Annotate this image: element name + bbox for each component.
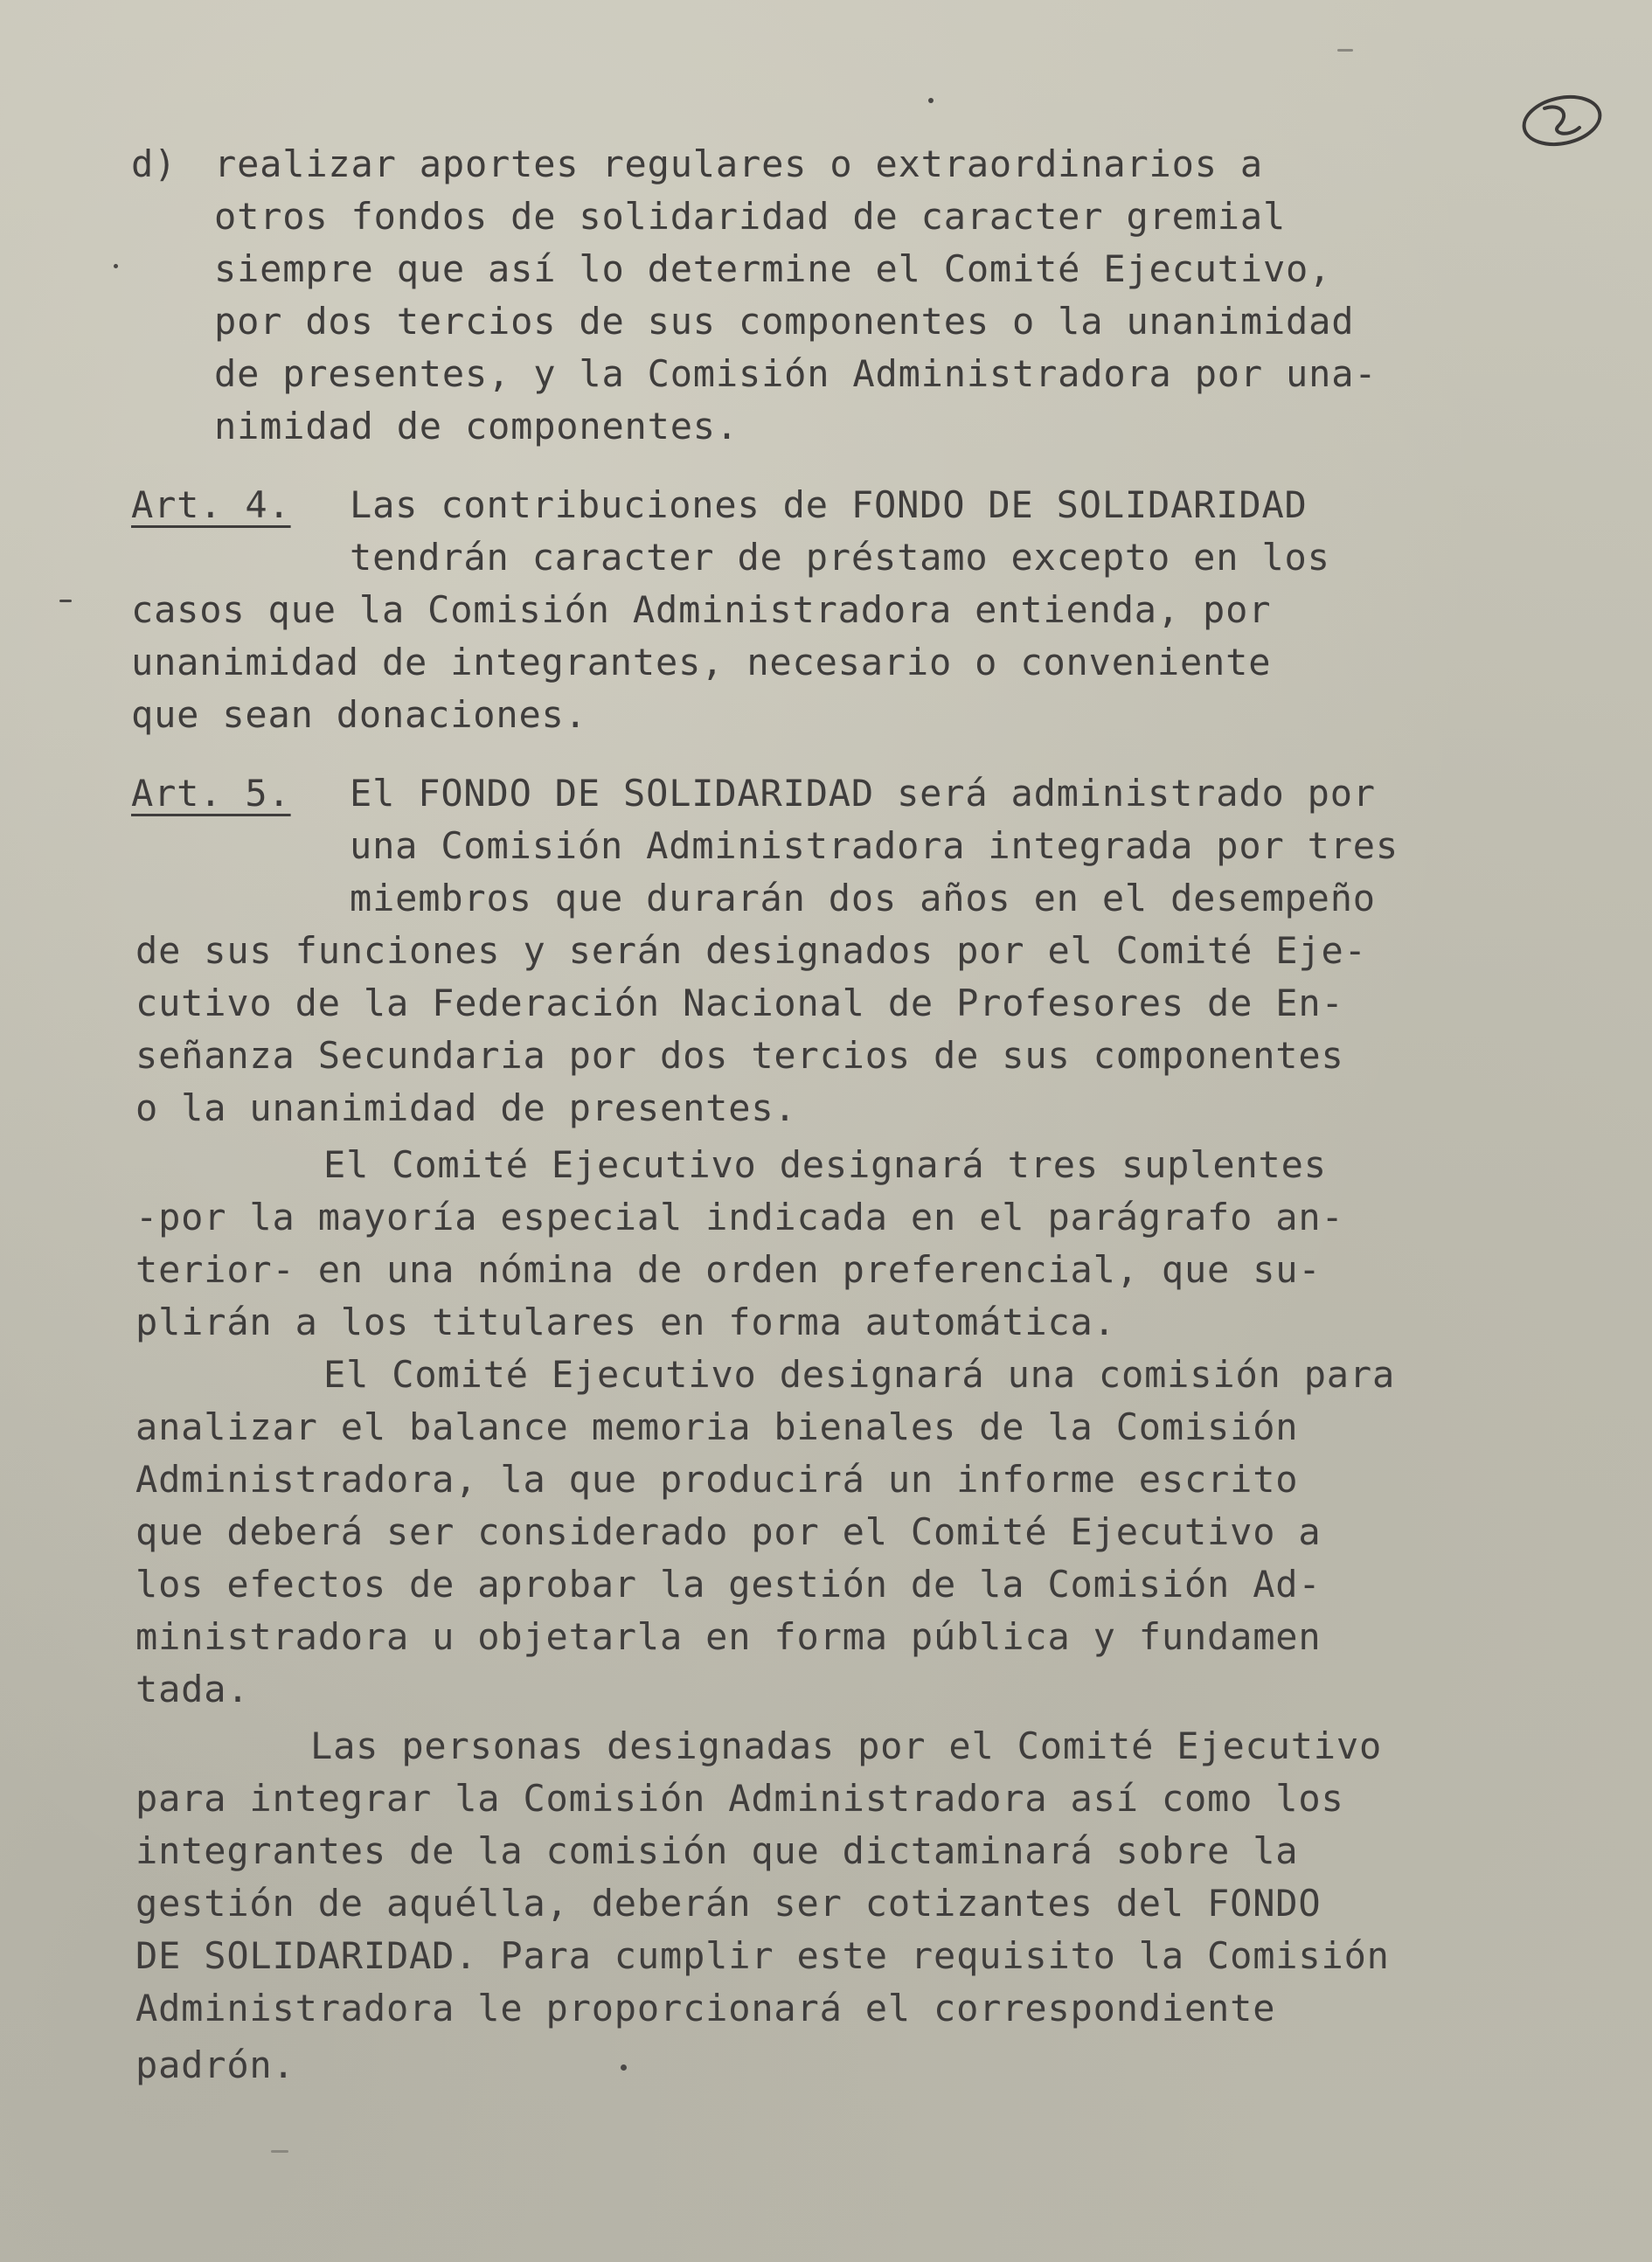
art5-line-22: gestión de aquélla, deberán ser cotizantes del FONDO [135, 1882, 1322, 1925]
art4-line-1: Las contribuciones de FONDO DE SOLIDARIDAD [350, 483, 1308, 526]
ink-speck [59, 600, 72, 602]
item-d-line-1: realizar aportes regulares o extraordinarios a [214, 142, 1263, 185]
art5-line-14: Administradora, la que producirá un informe escrito [135, 1458, 1299, 1501]
art5-line-3: miembros que durarán dos años en el desempeño [350, 877, 1376, 919]
art5-line-20: para integrar la Comisión Administradora así como los [135, 1777, 1344, 1820]
art5-line-21: integrantes de la comisión que dictaminará sobre la [135, 1829, 1299, 1872]
art5-line-10: terior- en una nómina de orden preferencial, que su- [135, 1248, 1322, 1291]
art5-line-12: El Comité Ejecutivo designará una comisión para [323, 1353, 1396, 1396]
ink-speck [271, 2150, 288, 2153]
item-d-line-2: otros fondos de solidaridad de caracter gremial [214, 195, 1287, 238]
art5-line-11: plirán a los titulares en forma automática. [135, 1301, 1116, 1343]
art4-line-2: tendrán caracter de préstamo excepto en los [350, 536, 1330, 579]
ink-speck [621, 2064, 627, 2071]
art5-line-6: señanza Secundaria por dos tercios de sus componentes [135, 1034, 1344, 1077]
art5-line-25: padrón. [135, 2043, 295, 2086]
ink-speck [928, 98, 934, 103]
art5-line-17: ministradora u objetarla en forma pública y fundamen [135, 1615, 1322, 1658]
art5-line-1: El FONDO DE SOLIDARIDAD será administrado por [350, 772, 1376, 815]
art5-line-2: una Comisión Administradora integrada por tres [350, 824, 1399, 867]
art5-line-5: cutivo de la Federación Nacional de Profesores de En- [135, 982, 1344, 1024]
art5-line-15: que deberá ser considerado por el Comité Ejecutivo a [135, 1510, 1322, 1553]
art4-label: Art. 4. [131, 483, 291, 526]
art5-line-7: o la unanimidad de presentes. [135, 1086, 797, 1129]
art4-line-4: unanimidad de integrantes, necesario o conveniente [131, 641, 1272, 683]
item-d-line-6: nimidad de componentes. [214, 405, 739, 448]
item-d-marker: d) [131, 142, 177, 185]
art4-line-3: casos que la Comisión Administradora entienda, por [131, 588, 1272, 631]
ink-speck [1337, 49, 1353, 52]
art5-line-16: los efectos de aprobar la gestión de la Comisión Ad- [135, 1563, 1322, 1606]
art5-line-9: -por la mayoría especial indicada en el parágrafo an- [135, 1196, 1344, 1239]
art5-line-8: El Comité Ejecutivo designará tres suplentes [323, 1143, 1327, 1186]
item-d-line-3: siempre que así lo determine el Comité Ejecutivo, [214, 247, 1332, 290]
art5-line-24: Administradora le proporcionará el correspondiente [135, 1987, 1276, 2030]
item-d-line-5: de presentes, y la Comisión Administradora por una- [214, 352, 1378, 395]
art5-line-23: DE SOLIDARIDAD. Para cumplir este requisito la Comisión [135, 1934, 1390, 1977]
art5-line-19: Las personas designadas por el Comité Ejecutivo [310, 1724, 1383, 1767]
art5-line-13: analizar el balance memoria bienales de la Comisión [135, 1405, 1299, 1448]
page-number-mark [1517, 87, 1604, 157]
art5-line-4: de sus funciones y serán designados por el Comité Eje- [135, 929, 1367, 972]
item-d-line-4: por dos tercios de sus componentes o la unanimidad [214, 300, 1355, 343]
ink-speck [114, 264, 118, 268]
art5-line-18: tada. [135, 1668, 250, 1710]
art4-line-5: que sean donaciones. [131, 693, 587, 736]
art5-label: Art. 5. [131, 772, 291, 815]
